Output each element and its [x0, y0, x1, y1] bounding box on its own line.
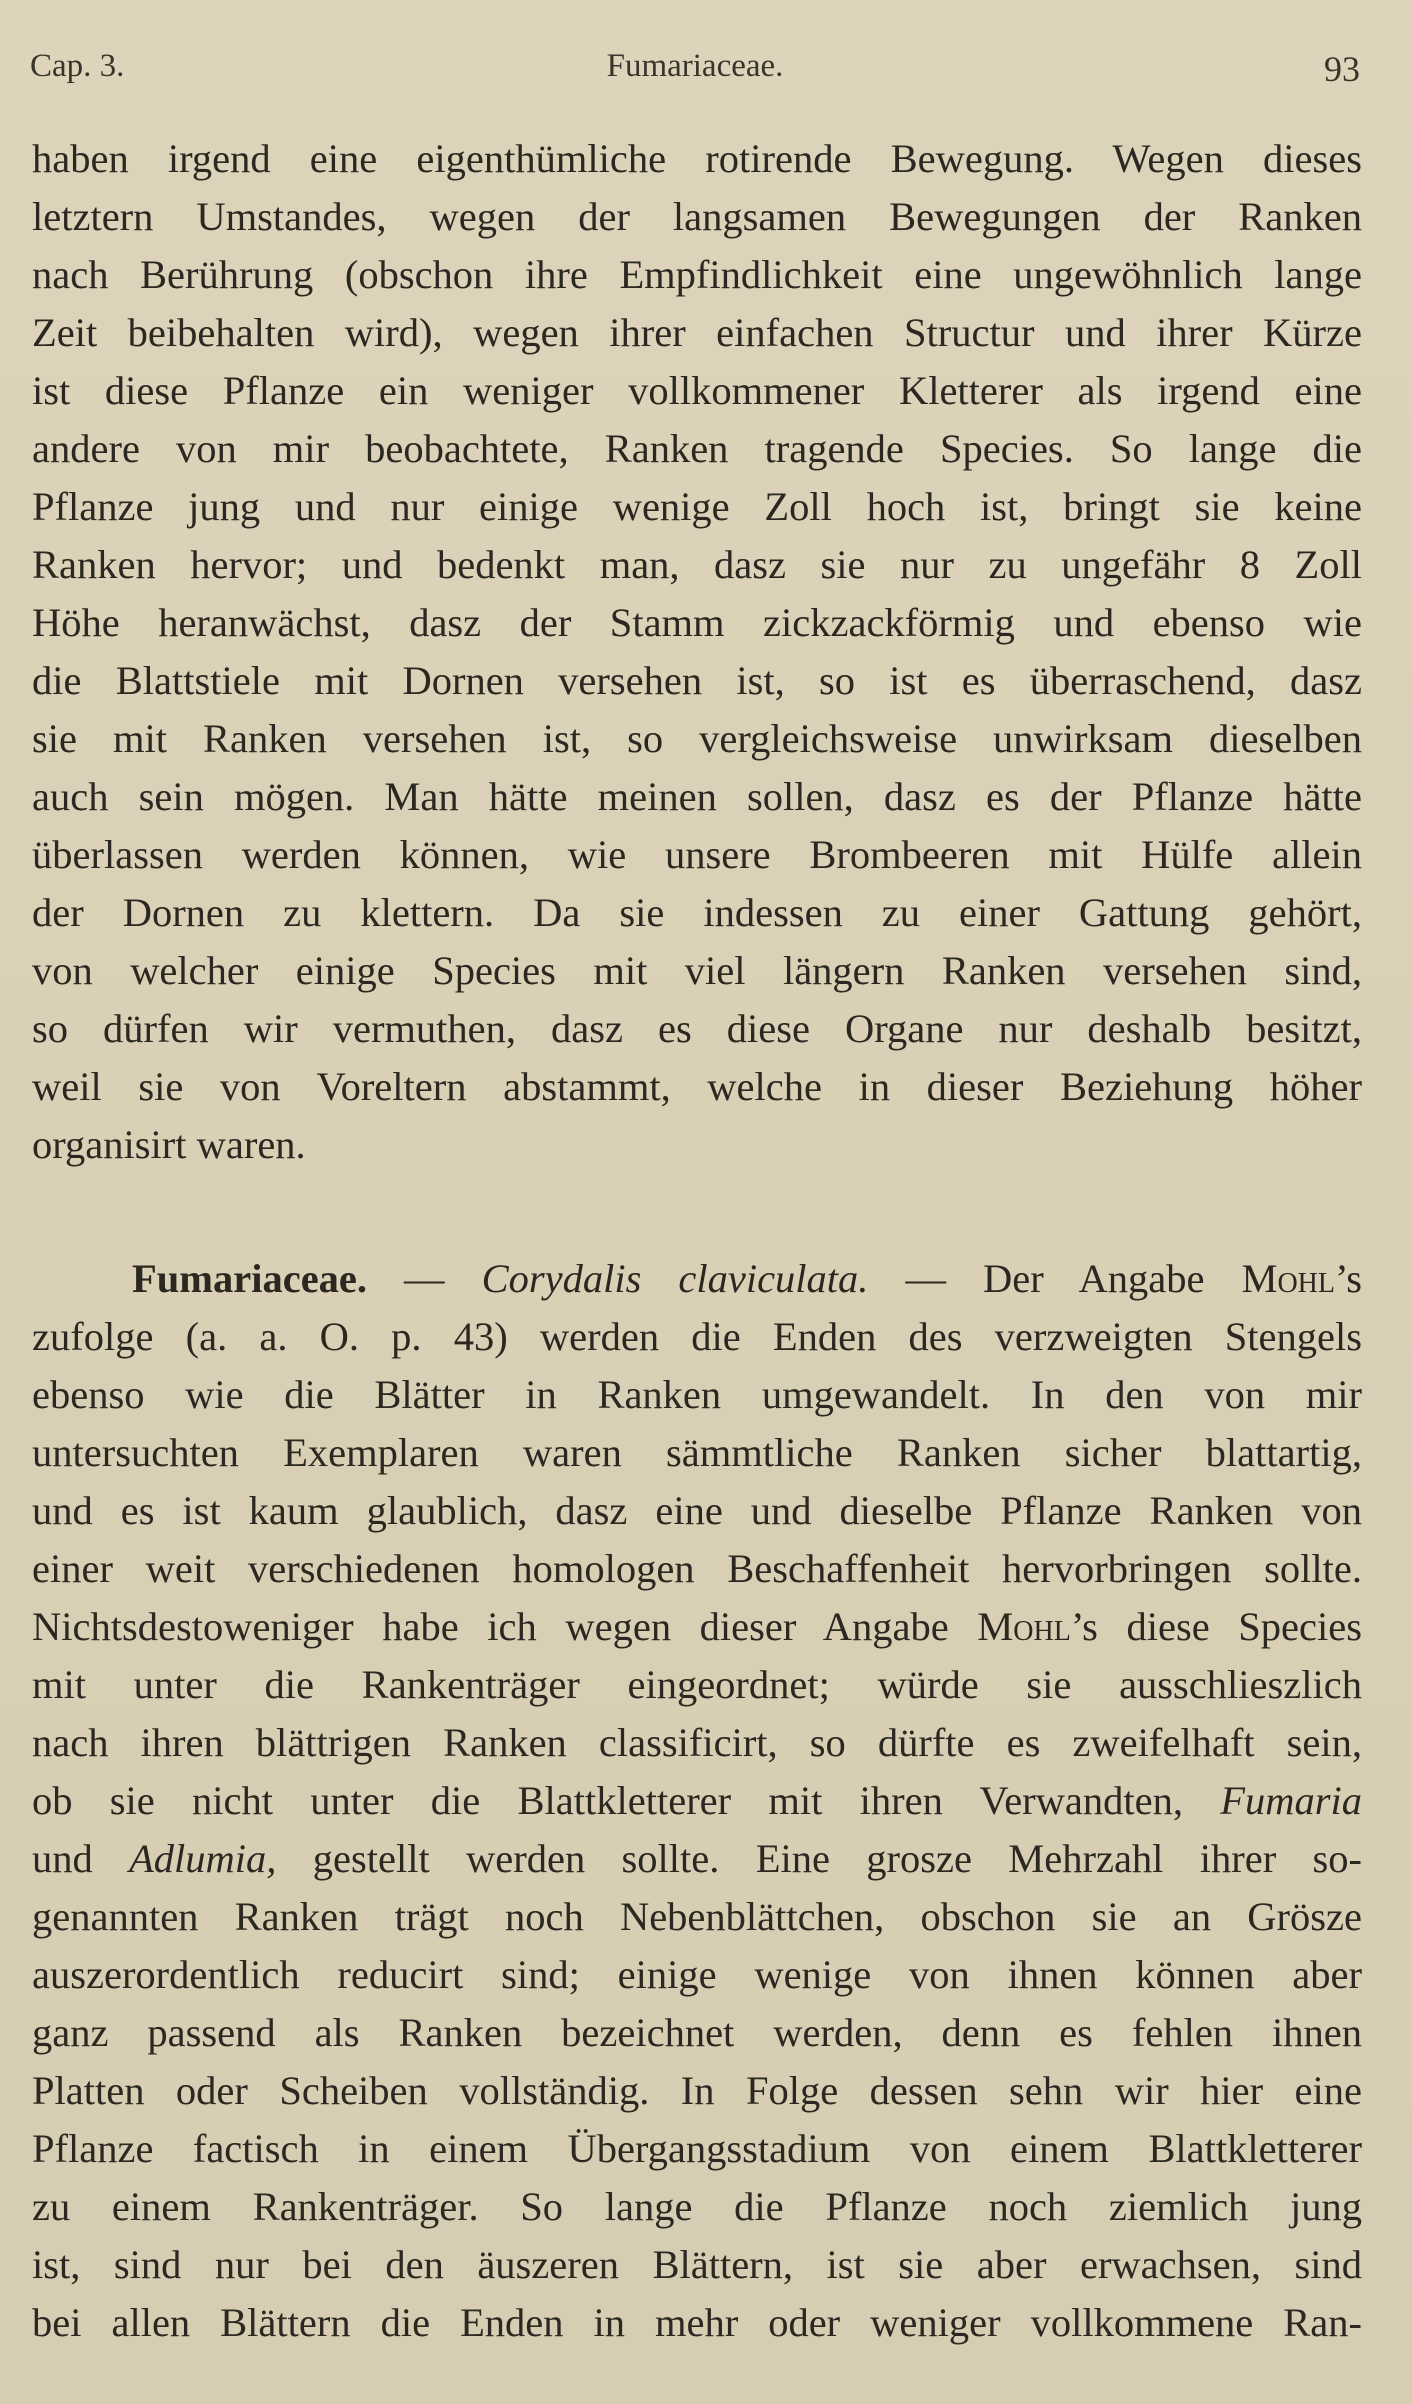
text-line: mit unter die Rankenträger eingeordnet; würde sie ausschlieszlich [32, 1662, 1362, 1707]
text-line: von welcher einige Species mit viel längern Ranken versehen sind, [32, 948, 1362, 993]
species-name: Corydalis claviculata. [481, 1256, 869, 1301]
text-line: weil sie von Voreltern abstammt, welche in dieser Beziehung höher [32, 1064, 1362, 1109]
paragraph-fumariaceae [32, 1250, 1362, 2352]
text-line: zufolge (a. a. O. p. 43) werden die Enden des verzweigten Stengels [32, 1314, 1362, 1359]
text-line: Zeit beibehalten wird), wegen ihrer einfachen Structur und ihrer Kürze [32, 310, 1362, 355]
author-name: Mohl [1241, 1256, 1335, 1301]
section-title: Fumariaceae. [606, 48, 784, 84]
text-run: gestellt werden sollte. Eine grosze Mehrzahl ihrer so- [276, 1836, 1362, 1881]
text-run: ob sie nicht unter die Blattkletterer mit ihren Verwandten, [32, 1778, 1221, 1823]
dash: — [367, 1256, 482, 1301]
text-line: genannten Ranken trägt noch Nebenblättchen, obschon sie an Grösze [32, 1894, 1362, 1939]
text-run: ’s [1335, 1256, 1363, 1301]
genus-name: Adlumia, [129, 1836, 277, 1881]
text-line: der Dornen zu klettern. Da sie indessen zu einer Gattung gehört, [32, 890, 1362, 935]
section-heading: Fumariaceae. [132, 1256, 368, 1301]
page-number: 93 [1324, 49, 1360, 89]
text-line: ist diese Pflanze ein weniger vollkommener Kletterer als irgend eine [32, 368, 1362, 413]
text-run: Nichtsdestoweniger habe ich wegen dieser Angabe [32, 1604, 978, 1649]
text-line: Pflanze factisch in einem Übergangsstadium von einem Blattkletterer [32, 2126, 1362, 2171]
text-line: Höhe heranwächst, dasz der Stamm zickzackförmig und ebenso wie [32, 600, 1362, 645]
text-line: auch sein mögen. Man hätte meinen sollen, dasz es der Pflanze hätte [32, 774, 1362, 819]
text-run: und [32, 1836, 130, 1881]
text-line: Pflanze jung und nur einige wenige Zoll hoch ist, bringt sie keine [32, 484, 1362, 529]
text-run: — Der Angabe [868, 1256, 1242, 1301]
genus-name: Fumaria [1220, 1778, 1362, 1823]
text-line: organisirt waren. [32, 1122, 306, 1167]
paragraph-continuation [32, 130, 1362, 1174]
text-line [32, 1250, 1362, 1308]
text-line: andere von mir beobachtete, Ranken tragende Species. So lange die [32, 426, 1362, 471]
text-line: so dürfen wir vermuthen, dasz es diese Organe nur deshalb besitzt, [32, 1006, 1362, 1051]
text-line: Ranken hervor; und bedenkt man, dasz sie nur zu ungefähr 8 Zoll [32, 542, 1362, 587]
text-line: die Blattstiele mit Dornen versehen ist, so ist es überraschend, dasz [32, 658, 1362, 703]
text-line: Platten oder Scheiben vollständig. In Folge dessen sehn wir hier eine [32, 2068, 1362, 2113]
text-line: überlassen werden können, wie unsere Brombeeren mit Hülfe allein [32, 832, 1362, 877]
text-line: nach Berührung (obschon ihre Empfindlichkeit eine ungewöhnlich lange [32, 252, 1362, 297]
text-run: ’s diese Species [1070, 1604, 1362, 1649]
text-line: bei allen Blättern die Enden in mehr oder weniger vollkommene Ran- [32, 2300, 1362, 2345]
text-line: auszerordentlich reducirt sind; einige wenige von ihnen können aber [32, 1952, 1362, 1997]
text-line: untersuchten Exemplaren waren sämmtliche Ranken sicher blattartig, [32, 1430, 1362, 1475]
text-line: zu einem Rankenträger. So lange die Pflanze noch ziemlich jung [32, 2184, 1362, 2229]
text-line: und es ist kaum glaublich, dasz eine und dieselbe Pflanze Ranken von [32, 1488, 1362, 1533]
text-line: nach ihren blättrigen Ranken classificirt, so dürfte es zweifelhaft sein, [32, 1720, 1362, 1765]
text-line: haben irgend eine eigenthümliche rotirende Bewegung. Wegen dieses [32, 136, 1362, 181]
text-line: sie mit Ranken versehen ist, so vergleichsweise unwirksam dieselben [32, 716, 1362, 761]
text-line [32, 1830, 1362, 1888]
chapter-label: Cap. 3. [30, 48, 125, 84]
text-line: ebenso wie die Blätter in Ranken umgewandelt. In den von mir [32, 1372, 1362, 1417]
running-header [30, 48, 1360, 108]
text-line [32, 1772, 1362, 1830]
text-line: ist, sind nur bei den äuszeren Blättern, ist sie aber erwachsen, sind [32, 2242, 1362, 2287]
author-name: Mohl [977, 1604, 1071, 1649]
text-line: letztern Umstandes, wegen der langsamen Bewegungen der Ranken [32, 194, 1362, 239]
text-line [32, 1598, 1362, 1656]
text-line: ganz passend als Ranken bezeichnet werden, denn es fehlen ihnen [32, 2010, 1362, 2055]
text-line: einer weit verschiedenen homologen Beschaffenheit hervorbringen sollte. [32, 1546, 1362, 1591]
